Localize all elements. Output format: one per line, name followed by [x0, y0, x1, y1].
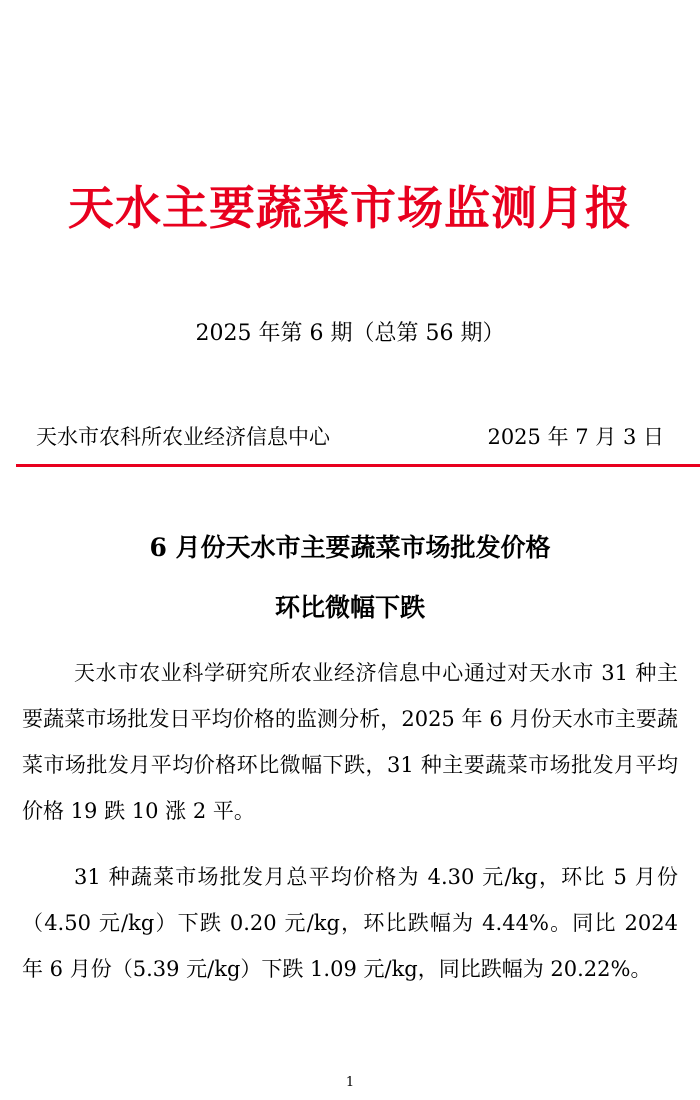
publisher-row — [36, 420, 664, 454]
body-paragraph-2: 31 种蔬菜市场批发月总平均价格为 4.30 元/kg，环比 5 月份（4.50 元/kg）下跌 0.20 元/kg，环比跌幅为 4.44%。同比 2024 年 6 月份（5.39 元/kg）下跌 1.09 元/kg，同比跌幅为 20.22%。 — [22, 865, 678, 981]
report-title: 天水主要蔬菜市场监测月报 — [68, 181, 632, 235]
publisher-name: 天水市农科所农业经济信息中心 — [36, 425, 330, 449]
body-paragraph-1: 天水市农业科学研究所农业经济信息中心通过对天水市 31 种主要蔬菜市场批发日平均价格的监测分析，2025 年 6 月份天水市主要蔬菜市场批发月平均价格环比微幅下跌，31 种主要蔬菜市场批发月平均价格 19 跌 10 涨 2 平。 — [22, 661, 678, 823]
red-divider — [16, 464, 700, 467]
article-headline-line-2: 环比微幅下跌 — [274, 593, 425, 622]
publication-date: 2025 年 7 月 3 日 — [487, 425, 664, 449]
issue-number: 2025 年第 6 期（总第 56 期） — [195, 321, 505, 346]
article-headline-line-1: 6 月份天水市主要蔬菜市场批发价格 — [149, 533, 551, 562]
page-number: 1 — [345, 1075, 355, 1090]
